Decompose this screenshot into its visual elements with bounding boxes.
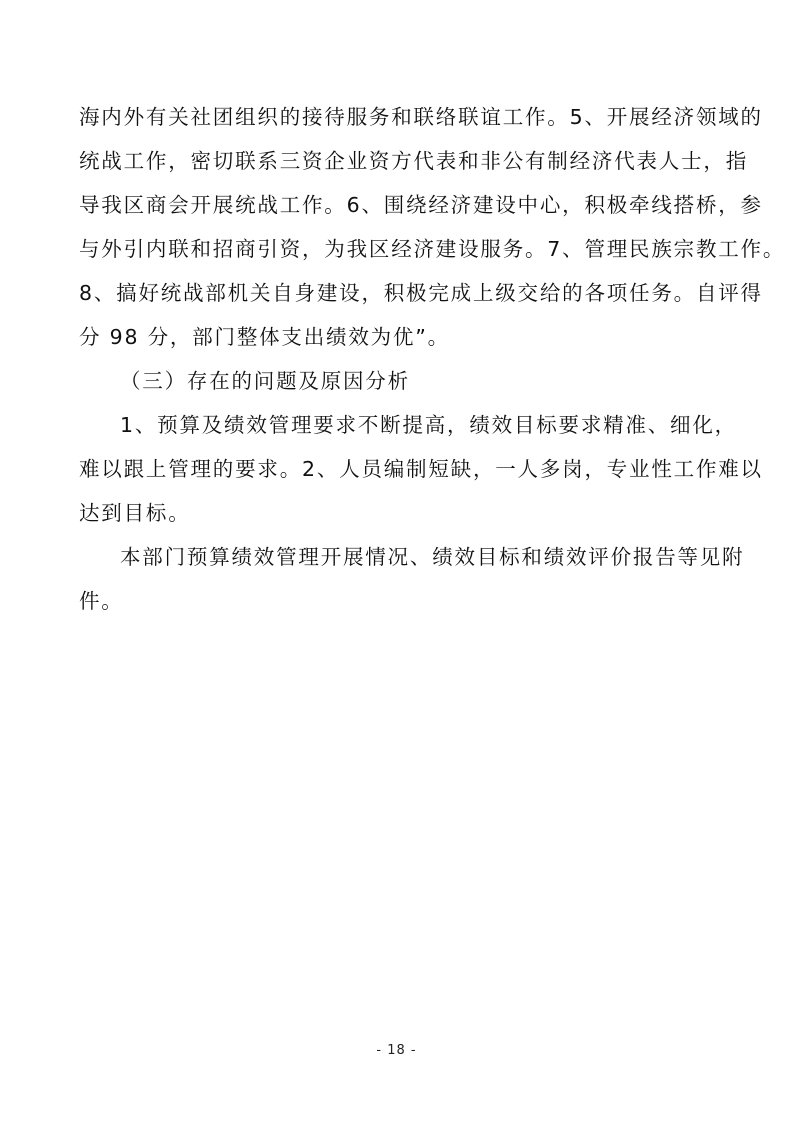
body-line: 导我区商会开展统战工作。6、围绕经济建设中心，积极牵线搭桥，参 bbox=[79, 193, 763, 217]
closing-line: 件。 bbox=[79, 589, 124, 613]
section-heading: （三）存在的问题及原因分析 bbox=[120, 369, 410, 393]
closing-line: 本部门预算绩效管理开展情况、绩效目标和绩效评价报告等见附 bbox=[120, 545, 745, 569]
body-line: 8、搞好统战部机关自身建设，积极完成上级交给的各项任务。自评得 bbox=[79, 281, 763, 305]
body-line: 与外引内联和招商引资，为我区经济建设服务。7、管理民族宗教工作。 bbox=[79, 237, 786, 261]
page-number: - 18 - bbox=[376, 1043, 417, 1058]
body-line: 分 98 分，部门整体支出绩效为优”。 bbox=[79, 325, 450, 349]
problems-line: 1、预算及绩效管理要求不断提高，绩效目标要求精准、细化， bbox=[120, 413, 737, 437]
problems-line: 达到目标。 bbox=[79, 501, 191, 525]
problems-line: 难以跟上管理的要求。2、人员编制短缺，一人多岗，专业性工作难以 bbox=[79, 457, 763, 481]
body-line: 统战工作，密切联系三资企业资方代表和非公有制经济代表人士，指 bbox=[79, 149, 748, 173]
body-line: 海内外有关社团组织的接待服务和联络联谊工作。5、开展经济领域的 bbox=[79, 105, 763, 129]
